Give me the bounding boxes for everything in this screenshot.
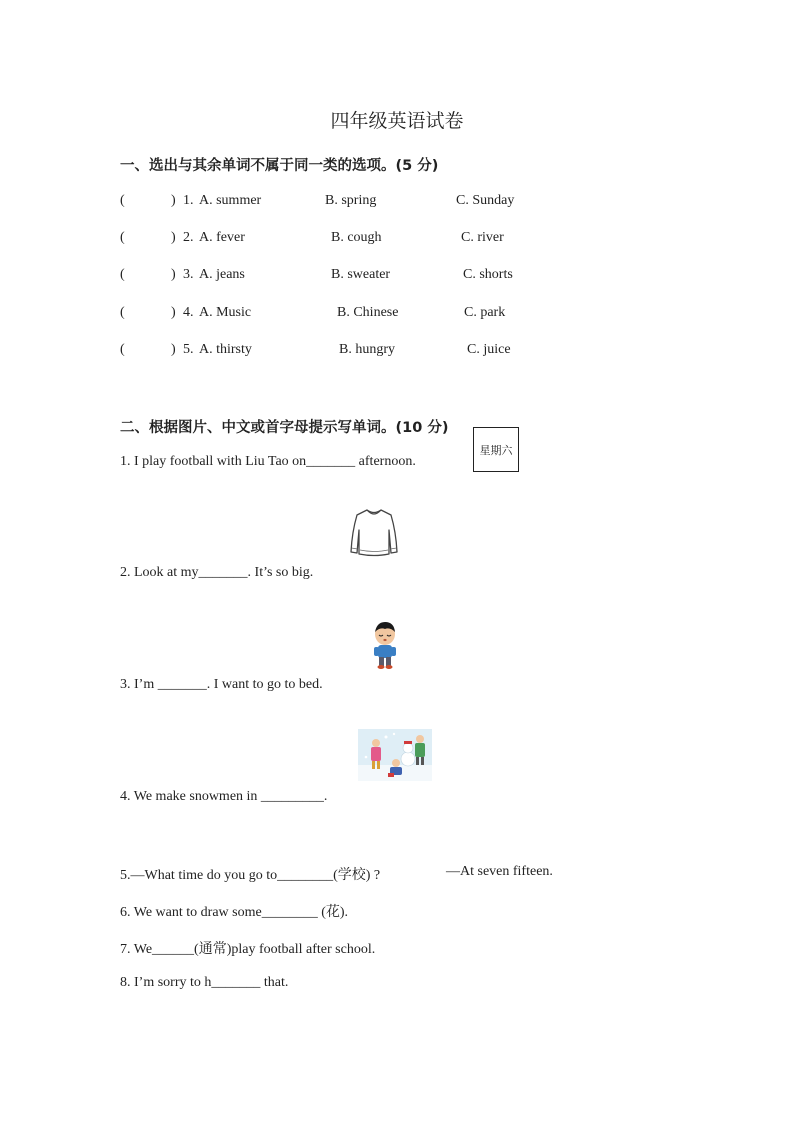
section-1-heading: 一、选出与其余单词不属于同一类的选项。(5 分) bbox=[120, 158, 439, 174]
question-2: 2. Look at my_______. It’s so big. bbox=[120, 565, 314, 580]
option-b: B. sweater bbox=[331, 267, 391, 282]
option-b: B. cough bbox=[331, 230, 382, 245]
option-b: B. Chinese bbox=[337, 305, 399, 320]
bracket-close: ) bbox=[171, 267, 176, 282]
item-number: 2. bbox=[183, 230, 194, 245]
option-b: B. hungry bbox=[339, 342, 395, 357]
bracket-close: ) bbox=[171, 305, 176, 320]
option-a: A. thirsty bbox=[199, 342, 252, 357]
section-2-heading: 二、根据图片、中文或首字母提示写单词。(10 分) bbox=[120, 420, 449, 436]
winter-snow-scene-icon bbox=[358, 729, 432, 781]
question-1: 1. I play football with Liu Tao on_______ afternoon. bbox=[120, 454, 416, 469]
option-c: C. juice bbox=[467, 342, 511, 357]
option-a: A. Music bbox=[199, 305, 252, 320]
bracket-open: ( bbox=[120, 230, 125, 245]
saturday-hint-label: 星期六 bbox=[479, 443, 513, 457]
bracket-close: ) bbox=[171, 230, 176, 245]
sweater-icon bbox=[349, 506, 399, 558]
option-a: A. fever bbox=[199, 230, 245, 245]
page-title: 四年级英语试卷 bbox=[330, 111, 464, 132]
question-8: 8. I’m sorry to h_______ that. bbox=[120, 975, 289, 990]
bracket-open: ( bbox=[120, 193, 125, 208]
bracket-close: ) bbox=[171, 342, 176, 357]
question-5-answer: —At seven fifteen. bbox=[446, 864, 553, 879]
bracket-close: ) bbox=[171, 193, 176, 208]
item-number: 1. bbox=[183, 193, 194, 208]
saturday-hint-box bbox=[473, 427, 519, 472]
question-3: 3. I’m _______. I want to go to bed. bbox=[120, 677, 323, 692]
option-c: C. park bbox=[464, 305, 506, 320]
question-7: 7. We______(通常)play football after school. bbox=[120, 942, 376, 957]
item-number: 5. bbox=[183, 342, 194, 357]
option-c: C. river bbox=[461, 230, 504, 245]
option-c: C. shorts bbox=[463, 267, 513, 282]
option-c: C. Sunday bbox=[456, 193, 515, 208]
item-number: 3. bbox=[183, 267, 194, 282]
question-5: 5.—What time do you go to________(学校) ? bbox=[120, 868, 381, 883]
bracket-open: ( bbox=[120, 267, 125, 282]
bracket-open: ( bbox=[120, 342, 125, 357]
item-number: 4. bbox=[183, 305, 194, 320]
option-b: B. spring bbox=[325, 193, 377, 208]
question-6: 6. We want to draw some________ (花). bbox=[120, 905, 349, 920]
option-a: A. jeans bbox=[199, 267, 245, 282]
option-a: A. summer bbox=[199, 193, 262, 208]
bracket-open: ( bbox=[120, 305, 125, 320]
question-4: 4. We make snowmen in _________. bbox=[120, 789, 328, 804]
tired-boy-icon bbox=[371, 620, 399, 670]
